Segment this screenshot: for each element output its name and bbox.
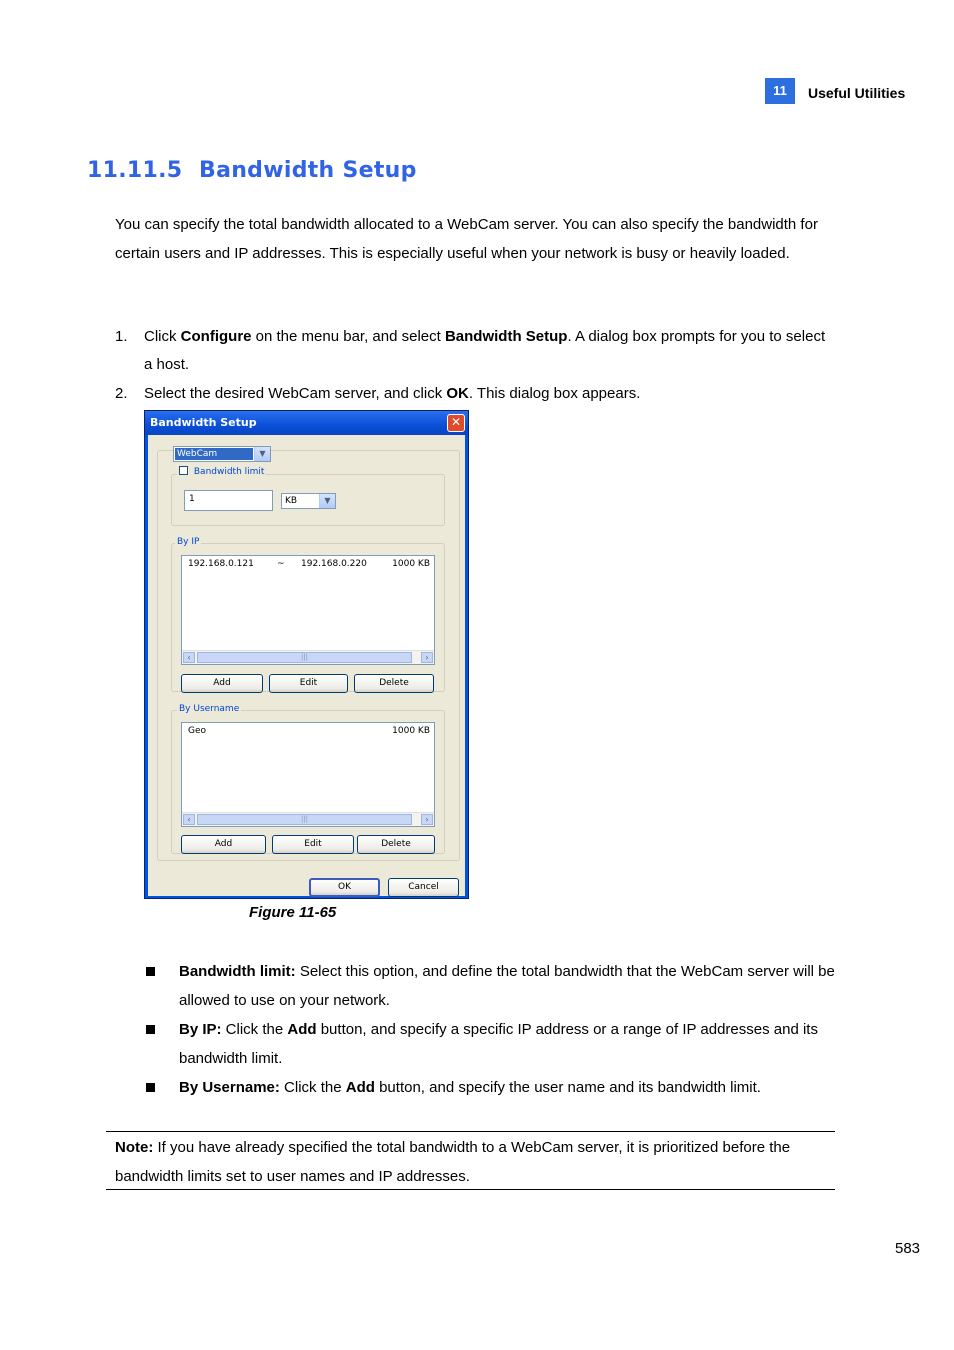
- scroll-thumb[interactable]: |||: [197, 814, 412, 825]
- username-edit-button[interactable]: Edit: [272, 835, 354, 854]
- horizontal-scrollbar[interactable]: [182, 812, 434, 826]
- bullet-square-icon: [146, 1083, 155, 1092]
- chevron-down-icon[interactable]: ▼: [319, 494, 335, 508]
- bullet-text: By Username: Click the Add button, and specify the user name and its bandwidth limit.: [179, 1079, 761, 1096]
- cancel-button[interactable]: Cancel: [388, 878, 459, 897]
- chevron-down-icon[interactable]: ▼: [254, 447, 270, 461]
- horizontal-scrollbar[interactable]: [182, 650, 434, 664]
- ip-limit: 1000 KB: [392, 559, 430, 569]
- bullet-bandwidth-limit: [146, 957, 846, 1015]
- by-ip-list[interactable]: [181, 555, 435, 665]
- by-username-label: By Username: [179, 704, 240, 714]
- ip-delete-button[interactable]: Delete: [354, 674, 434, 693]
- chapter-number-badge: 11: [765, 78, 795, 104]
- by-username-list[interactable]: [181, 722, 435, 827]
- server-select-value: WebCam: [175, 448, 253, 460]
- step-2: [115, 380, 835, 408]
- username: Geo: [188, 726, 207, 736]
- intro-paragraph: You can specify the total bandwidth allocated to a WebCam server. You can also specify the bandwidth for certain users and IP addresses. This is especially useful when your network is busy or heavily loaded.: [115, 216, 818, 262]
- scroll-left-icon[interactable]: ‹: [183, 814, 195, 825]
- list-item[interactable]: [188, 559, 430, 571]
- bandwidth-setup-dialog: [144, 410, 469, 899]
- list-item[interactable]: [188, 726, 430, 738]
- bandwidth-limit-option[interactable]: [177, 467, 266, 477]
- note-top-rule: [106, 1131, 835, 1132]
- note-lead: Note:: [115, 1139, 154, 1156]
- ip-from: 192.168.0.121: [188, 559, 254, 569]
- scroll-right-icon[interactable]: ›: [421, 652, 433, 663]
- bullet-text: By IP: Click the Add button, and specify a specific IP address or a range of IP addresses and its bandwidth limit.: [179, 1021, 818, 1067]
- bullet-square-icon: [146, 1025, 155, 1034]
- bullet-by-username: [146, 1073, 846, 1102]
- bullet-square-icon: [146, 967, 155, 976]
- unit-select-value: KB: [285, 496, 298, 506]
- ok-button[interactable]: OK: [309, 878, 380, 897]
- figure-caption: Figure 11-65: [249, 904, 337, 921]
- by-ip-label: By IP: [177, 537, 200, 547]
- dialog-title: Bandwidth Setup: [150, 416, 257, 429]
- step-number: 1.: [115, 328, 128, 345]
- username-add-button[interactable]: Add: [181, 835, 266, 854]
- unit-select[interactable]: [281, 493, 336, 509]
- step-text: Click Configure on the menu bar, and select Bandwidth Setup. A dialog box prompts for you to select a host.: [144, 328, 826, 373]
- section-title: Bandwidth Setup: [199, 158, 417, 183]
- ip-separator: ~: [277, 559, 285, 569]
- bullet-by-ip: [146, 1015, 846, 1073]
- section-number: 11.11.5: [87, 158, 183, 183]
- ip-add-button[interactable]: Add: [181, 674, 263, 693]
- step-text: Select the desired WebCam server, and click OK. This dialog box appears.: [144, 385, 641, 402]
- dialog-body: [148, 435, 465, 896]
- page-number: 583: [895, 1240, 921, 1257]
- bandwidth-limit-checkbox[interactable]: [179, 466, 188, 475]
- server-select[interactable]: [173, 446, 271, 462]
- close-icon[interactable]: ✕: [447, 414, 465, 432]
- scroll-right-icon[interactable]: ›: [421, 814, 433, 825]
- ip-edit-button[interactable]: Edit: [269, 674, 348, 693]
- scroll-left-icon[interactable]: ‹: [183, 652, 195, 663]
- note-bottom-rule: [106, 1189, 835, 1190]
- step-1: [115, 323, 835, 379]
- section-heading: [87, 158, 417, 183]
- bandwidth-limit-label: Bandwidth limit: [193, 467, 265, 477]
- bandwidth-limit-input[interactable]: 1: [184, 490, 273, 511]
- username-limit: 1000 KB: [392, 726, 430, 736]
- scroll-thumb[interactable]: |||: [197, 652, 412, 663]
- note-box: [115, 1133, 830, 1191]
- ip-to: 192.168.0.220: [301, 559, 367, 569]
- dialog-title-bar: [145, 411, 468, 435]
- chapter-title: Useful Utilities: [808, 85, 906, 101]
- step-number: 2.: [115, 385, 128, 402]
- bullet-text: Bandwidth limit: Select this option, and define the total bandwidth that the WebCam server will be allowed to use on your network.: [179, 963, 835, 1009]
- note-text: If you have already specified the total bandwidth to a WebCam server, it is prioritized before the bandwidth limits set to user names and IP addresses.: [115, 1139, 791, 1185]
- username-delete-button[interactable]: Delete: [357, 835, 435, 854]
